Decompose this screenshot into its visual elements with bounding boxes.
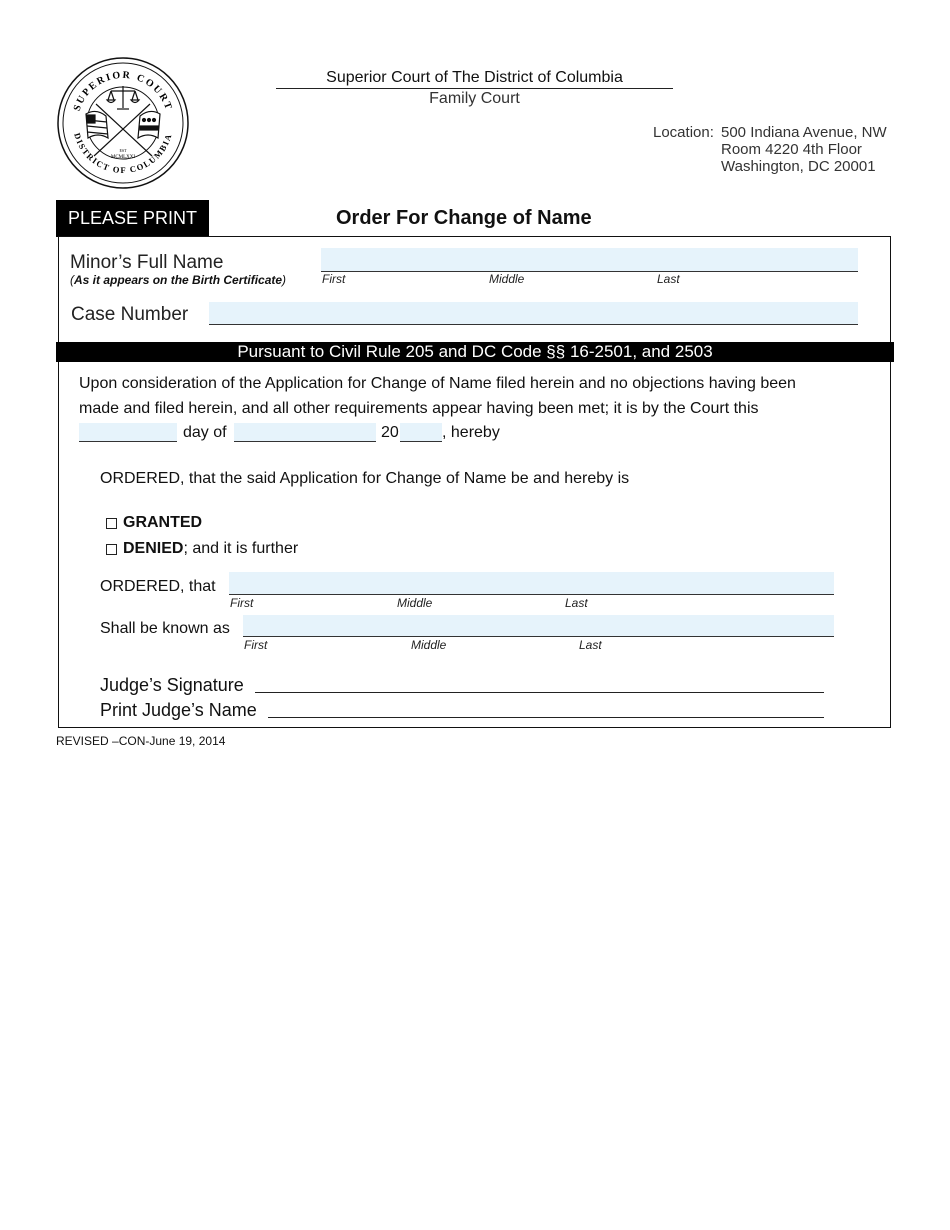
form-title: Order For Change of Name <box>336 207 592 229</box>
minor-name-note: (As it appears on the Birth Certificate) <box>70 273 287 287</box>
division-name: Family Court <box>429 90 520 107</box>
ordered-last-sublabel: Last <box>565 596 588 610</box>
ordered-that-field[interactable] <box>229 572 834 595</box>
seal-top-text: SUPERIOR COURT <box>71 69 175 113</box>
known-as-label: Shall be known as <box>100 620 230 637</box>
seal-est: EST <box>119 148 127 153</box>
granted-checkbox[interactable] <box>106 518 117 529</box>
address-line2: Room 4220 4th Floor <box>721 141 862 158</box>
ordered-first-sublabel: First <box>230 596 254 610</box>
known-middle-sublabel: Middle <box>411 638 447 652</box>
judge-signature-line[interactable] <box>255 692 824 693</box>
minor-middle-sublabel: Middle <box>489 272 525 286</box>
case-number-label: Case Number <box>71 304 189 325</box>
please-print-tab <box>56 200 209 237</box>
body-line-2: made and filed herein, and all other requirements appear having been met; it is by the Court this <box>79 400 759 417</box>
rule-banner <box>56 342 894 362</box>
rule-banner-text: Pursuant to Civil Rule 205 and DC Code §§ 16-2501, and 2503 <box>237 342 713 361</box>
year-prefix: 20 <box>381 424 399 441</box>
day-field[interactable] <box>79 423 177 442</box>
address-line1: 500 Indiana Avenue, NW <box>721 124 887 141</box>
denied-label <box>123 540 298 558</box>
known-last-sublabel: Last <box>579 638 602 652</box>
print-judge-name-line[interactable] <box>268 717 824 718</box>
court-name: Superior Court of The District of Columbia <box>326 69 623 86</box>
month-field[interactable] <box>234 423 376 442</box>
ordered-middle-sublabel: Middle <box>397 596 433 610</box>
address-line3: Washington, DC 20001 <box>721 158 876 175</box>
minor-name-field[interactable] <box>321 248 858 272</box>
minor-name-label: Minor’s Full Name <box>70 252 224 273</box>
granted-label: GRANTED <box>123 514 203 531</box>
minor-name-note-text: As it appears on the Birth Certificate <box>74 273 283 287</box>
known-as-field[interactable] <box>243 615 834 637</box>
minor-last-sublabel: Last <box>657 272 680 286</box>
year-field[interactable] <box>400 423 442 442</box>
day-of-text: day of <box>183 424 227 441</box>
case-number-field[interactable] <box>209 302 858 325</box>
judge-signature-label: Judge’s Signature <box>100 675 244 695</box>
seal-year: MCMLXXI <box>110 155 136 160</box>
print-judge-name-label: Print Judge’s Name <box>100 700 257 720</box>
hereby-text: , hereby <box>442 424 500 441</box>
body-line-1: Upon consideration of the Application for Change of Name filed herein and no objections having been <box>79 375 796 392</box>
denied-checkbox[interactable] <box>106 544 117 555</box>
court-seal <box>56 56 190 190</box>
court-underline <box>276 88 673 89</box>
ordered-that-label: ORDERED, that <box>100 578 216 595</box>
known-first-sublabel: First <box>244 638 268 652</box>
please-print-label: PLEASE PRINT <box>67 208 198 228</box>
location-label: Location: <box>653 124 714 141</box>
denied-label-suffix: ; and it is further <box>183 540 299 557</box>
ordered-application-text: ORDERED, that the said Application for Change of Name be and hereby is <box>100 470 630 487</box>
minor-first-sublabel: First <box>322 272 346 286</box>
revision-note: REVISED –CON-June 19, 2014 <box>56 734 226 748</box>
seal-bottom-text: DISTRICT OF COLUMBIA <box>72 131 174 176</box>
denied-label-bold: DENIED <box>123 540 184 557</box>
